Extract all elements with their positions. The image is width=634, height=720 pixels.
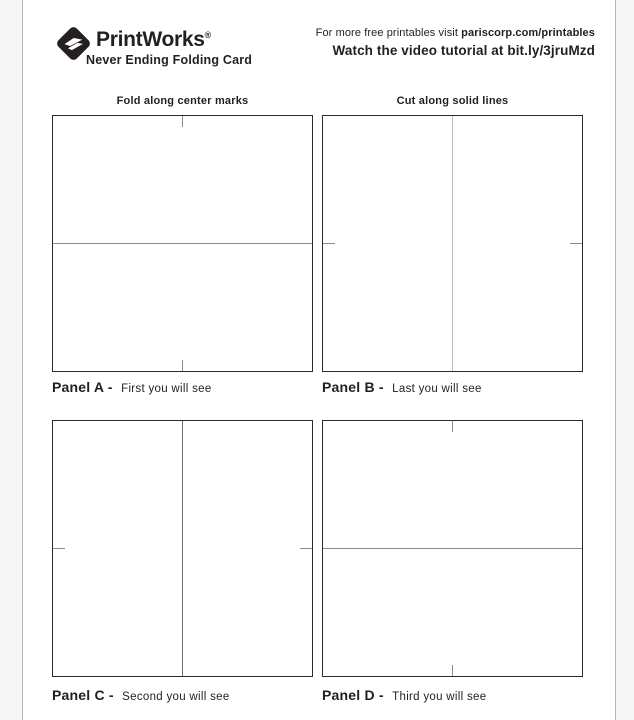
panel-c <box>52 420 313 677</box>
panel-d-label-name: Panel D - <box>322 687 384 703</box>
brand-name <box>96 28 211 52</box>
panel-b-right-fold-mark <box>570 243 582 244</box>
panel-b <box>322 115 583 372</box>
panel-d <box>322 420 583 677</box>
brand-text: PrintWorks <box>96 28 205 51</box>
panel-b-label <box>322 379 482 397</box>
panel-d-bottom-fold-mark <box>452 665 453 676</box>
panel-b-left-fold-mark <box>323 243 335 244</box>
panel-a-label <box>52 379 212 397</box>
panel-d-label-caption: Third you will see <box>392 691 487 703</box>
promo-line-1-prefix: For more free printables visit <box>315 27 462 39</box>
panel-a-top-fold-mark <box>182 116 183 127</box>
panel-a-bottom-fold-mark <box>182 360 183 371</box>
panel-c-left-fold-mark <box>53 548 65 549</box>
panel-b-label-name: Panel B - <box>322 379 384 395</box>
page-title: Never Ending Folding Card <box>86 53 253 67</box>
panel-d-center-line <box>323 548 582 549</box>
promo-website-url: pariscorp.com/printables <box>461 27 595 39</box>
registered-mark: ® <box>204 30 211 40</box>
fold-column-heading: Fold along center marks <box>116 95 249 107</box>
panel-a-center-line <box>53 243 312 244</box>
panel-b-center-line <box>452 116 453 371</box>
panel-d-label <box>322 687 486 705</box>
promo-line-1 <box>316 27 595 39</box>
promo-block <box>316 27 595 58</box>
printable-page <box>22 0 616 720</box>
cut-column-heading: Cut along solid lines <box>396 95 509 107</box>
panel-d-top-fold-mark <box>452 421 453 432</box>
panel-c-label <box>52 687 230 705</box>
panel-c-label-caption: Second you will see <box>122 691 230 703</box>
promo-video-url: Watch the video tutorial at bit.ly/3jruMzd <box>332 43 595 58</box>
panel-c-right-fold-mark <box>300 548 312 549</box>
panel-a-label-caption: First you will see <box>121 383 212 395</box>
panel-a-label-name: Panel A - <box>52 379 113 395</box>
panel-c-label-name: Panel C - <box>52 687 114 703</box>
panel-a <box>52 115 313 372</box>
panel-b-label-caption: Last you will see <box>392 383 482 395</box>
panel-c-center-line <box>182 421 183 676</box>
